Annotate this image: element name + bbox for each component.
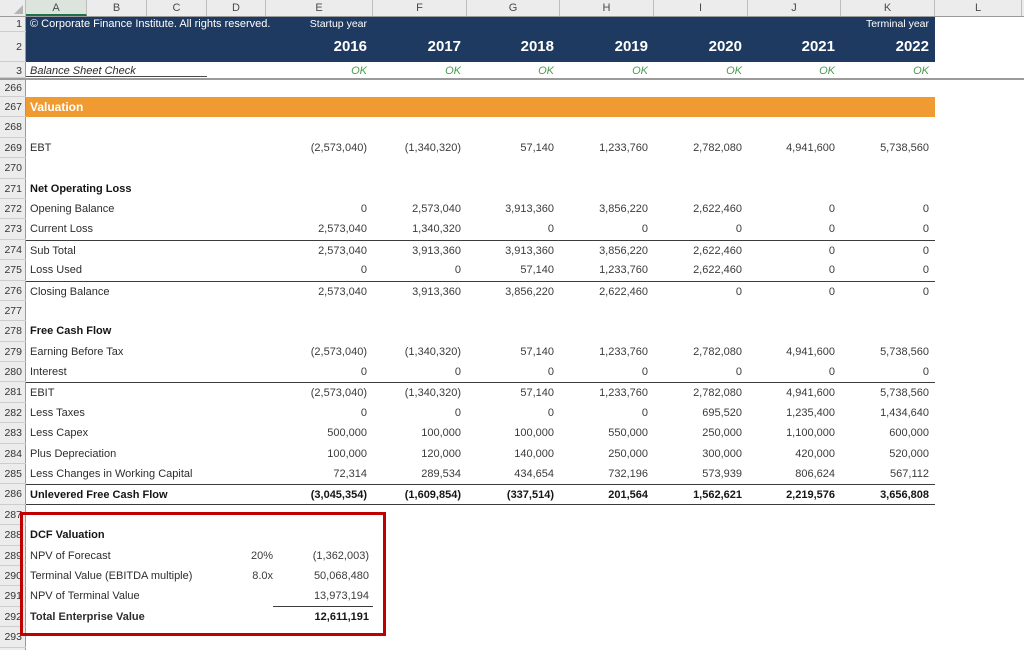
row-number[interactable]: 281 xyxy=(0,382,26,402)
value-cell[interactable]: 0 xyxy=(641,366,648,379)
value-cell[interactable]: (1,340,320) xyxy=(404,141,461,154)
row-label[interactable]: Less Taxes xyxy=(30,406,85,419)
row-label[interactable]: Sub Total xyxy=(26,240,266,260)
value-cell[interactable]: 732,196 xyxy=(608,468,648,481)
row-number[interactable]: 266 xyxy=(0,80,26,97)
sheet-row xyxy=(0,362,1024,382)
value-cell[interactable]: 520,000 xyxy=(889,447,929,460)
value-cell[interactable]: 4,941,600 xyxy=(786,345,835,358)
value-cell[interactable]: 0 xyxy=(547,406,554,419)
value-cell[interactable]: 806,624 xyxy=(795,468,835,481)
value-cell[interactable]: 5,738,560 xyxy=(880,345,929,358)
value-cell[interactable]: 0 xyxy=(360,406,367,419)
row-label[interactable]: Closing Balance xyxy=(26,281,266,301)
row-label[interactable]: NPV of Terminal Value xyxy=(30,590,140,603)
value-cell[interactable]: 1,340,320 xyxy=(412,223,461,236)
title-band xyxy=(26,17,935,32)
row-number[interactable]: 270 xyxy=(0,158,26,178)
row-values xyxy=(266,281,935,301)
terminal-year-label[interactable]: Terminal year xyxy=(865,18,929,30)
value-cell[interactable]: (2,573,040) xyxy=(310,141,367,154)
row-number[interactable]: 286 xyxy=(0,484,26,504)
section-label[interactable]: Free Cash Flow xyxy=(30,325,112,338)
value-cell[interactable]: 1,233,760 xyxy=(599,141,648,154)
value-cell[interactable]: 57,140 xyxy=(520,345,554,358)
row-number[interactable]: 273 xyxy=(0,219,26,239)
value-cell[interactable]: 0 xyxy=(922,244,929,257)
value-cell[interactable]: 1,100,000 xyxy=(786,427,835,440)
value-cell[interactable]: 2,782,080 xyxy=(693,345,742,358)
value-cell[interactable]: 300,000 xyxy=(702,447,742,460)
value-cell[interactable]: (3,045,354) xyxy=(310,489,367,502)
empty-cell[interactable] xyxy=(935,62,1022,78)
value-cell[interactable]: 0 xyxy=(735,223,742,236)
section-label[interactable]: Net Operating Loss xyxy=(30,182,132,195)
sheet-row xyxy=(0,32,1024,62)
column-headers xyxy=(26,0,1022,16)
row-values xyxy=(266,382,935,402)
value-cell[interactable]: 3,856,220 xyxy=(505,285,554,298)
value-cell[interactable]: 5,738,560 xyxy=(880,387,929,400)
value-cell[interactable]: 0 xyxy=(360,366,367,379)
column-header[interactable]: J xyxy=(748,0,841,16)
value-cell[interactable]: 420,000 xyxy=(795,447,835,460)
column-header[interactable]: C xyxy=(147,0,207,16)
column-header[interactable]: I xyxy=(654,0,748,16)
row-values xyxy=(266,444,935,464)
value-cell[interactable]: 2,782,080 xyxy=(693,387,742,400)
row-number[interactable]: 284 xyxy=(0,444,26,464)
row-values xyxy=(266,219,935,239)
value-cell[interactable]: 4,941,600 xyxy=(786,141,835,154)
sheet-row xyxy=(0,62,1024,80)
value-cell[interactable]: 2,573,040 xyxy=(318,244,367,257)
value-cell[interactable]: 72,314 xyxy=(333,468,367,481)
value-cell[interactable]: 2,622,460 xyxy=(693,202,742,215)
balance-check-label[interactable]: Balance Sheet Check xyxy=(26,62,266,78)
row-values xyxy=(266,138,935,158)
value-cell[interactable]: 50,068,480 xyxy=(313,569,369,582)
row-label[interactable]: EBIT xyxy=(26,382,266,402)
year-header[interactable]: 2018 xyxy=(520,38,554,55)
row-label[interactable]: Opening Balance xyxy=(30,202,115,215)
value-cell[interactable]: 3,913,360 xyxy=(412,244,461,257)
value-cell[interactable]: (2,573,040) xyxy=(310,387,367,400)
value-cell[interactable]: 434,654 xyxy=(514,468,554,481)
value-cell[interactable]: 1,233,760 xyxy=(599,264,648,277)
value-cell[interactable]: 500,000 xyxy=(327,427,367,440)
value-cell[interactable]: 4,941,600 xyxy=(786,387,835,400)
value-cell[interactable]: 57,140 xyxy=(520,387,554,400)
row-number[interactable]: 279 xyxy=(0,342,26,362)
row-number[interactable]: 268 xyxy=(0,117,26,137)
check-status[interactable]: OK xyxy=(913,65,929,77)
value-cell[interactable]: 2,219,576 xyxy=(786,489,835,502)
value-cell[interactable]: 3,913,360 xyxy=(505,202,554,215)
row-number[interactable]: 276 xyxy=(0,281,26,301)
sheet-row xyxy=(0,403,1024,423)
check-status[interactable]: OK xyxy=(538,65,554,77)
value-cell[interactable]: (1,362,003) xyxy=(312,549,369,562)
year-header[interactable]: 2022 xyxy=(895,38,929,55)
value-cell[interactable]: 600,000 xyxy=(889,427,929,440)
value-cell[interactable]: 0 xyxy=(828,285,835,298)
row-number[interactable]: 291 xyxy=(0,586,26,606)
spacer xyxy=(26,32,266,62)
value-cell[interactable]: (337,514) xyxy=(506,489,554,502)
value-cell[interactable]: 201,564 xyxy=(608,489,648,502)
row-number[interactable]: 3 xyxy=(0,62,26,78)
total-row-label[interactable]: Unlevered Free Cash Flow xyxy=(26,484,266,504)
sheet-row xyxy=(0,444,1024,464)
section-label[interactable]: DCF Valuation xyxy=(30,529,105,542)
column-header[interactable]: H xyxy=(560,0,654,16)
value-cell[interactable]: 0 xyxy=(454,264,461,277)
row-number[interactable]: 289 xyxy=(0,546,26,566)
value-cell[interactable]: 100,000 xyxy=(421,427,461,440)
row-label[interactable]: EBT xyxy=(30,141,52,154)
copyright-text[interactable]: © Corporate Finance Institute. All rights reserved. xyxy=(30,18,271,30)
value-cell[interactable]: 0 xyxy=(547,366,554,379)
value-cell[interactable]: 573,939 xyxy=(702,468,742,481)
value-cell[interactable]: 250,000 xyxy=(702,427,742,440)
value-cell[interactable]: 2,782,080 xyxy=(693,141,742,154)
sheet-row xyxy=(0,17,1024,32)
value-cell[interactable]: 550,000 xyxy=(608,427,648,440)
column-header[interactable]: G xyxy=(467,0,560,16)
sheet-row xyxy=(0,423,1024,443)
value-cell[interactable]: 0 xyxy=(922,366,929,379)
value-cell[interactable]: 2,622,460 xyxy=(693,264,742,277)
sheet-row xyxy=(0,281,1024,301)
row-label[interactable]: Less Changes in Working Capital xyxy=(30,468,193,481)
value-cell[interactable]: (2,573,040) xyxy=(310,345,367,358)
sheet-row xyxy=(0,179,1024,199)
value-cell[interactable]: 0 xyxy=(360,202,367,215)
year-header[interactable]: 2019 xyxy=(614,38,648,55)
row-label[interactable]: Less Capex xyxy=(30,427,89,440)
row-values xyxy=(266,423,935,443)
row-label[interactable]: Plus Depreciation xyxy=(30,447,117,460)
row-values xyxy=(266,199,935,219)
row-number[interactable]: 267 xyxy=(0,97,26,117)
select-all-triangle-icon xyxy=(14,5,23,14)
value-cell[interactable]: 0 xyxy=(641,406,648,419)
row-values xyxy=(266,464,935,484)
column-header[interactable]: A xyxy=(26,0,87,16)
value-cell[interactable]: 1,235,400 xyxy=(786,406,835,419)
value-cell[interactable]: 0 xyxy=(828,202,835,215)
row-number[interactable]: 282 xyxy=(0,403,26,423)
value-cell[interactable]: 57,140 xyxy=(520,264,554,277)
row-number[interactable]: 274 xyxy=(0,240,26,260)
value-cell[interactable]: 0 xyxy=(922,202,929,215)
value-cell[interactable]: 0 xyxy=(922,285,929,298)
row-number[interactable]: 285 xyxy=(0,464,26,484)
check-status[interactable]: OK xyxy=(445,65,461,77)
column-header[interactable]: B xyxy=(87,0,147,16)
row-values xyxy=(266,240,935,260)
value-cell[interactable]: 3,856,220 xyxy=(599,244,648,257)
value-cell[interactable]: 0 xyxy=(454,366,461,379)
sheet-row xyxy=(0,80,1024,97)
multiple-cell[interactable]: 8.0x xyxy=(252,569,273,582)
row-number[interactable]: 288 xyxy=(0,525,26,545)
dcf-highlight-box xyxy=(20,512,386,636)
year-header[interactable]: 2021 xyxy=(801,38,835,55)
row-number[interactable]: 280 xyxy=(0,362,26,382)
startup-year-label[interactable]: Startup year xyxy=(309,18,367,30)
value-cell[interactable]: 2,573,040 xyxy=(318,223,367,236)
value-cell[interactable]: 0 xyxy=(547,223,554,236)
value-cell[interactable]: 13,973,194 xyxy=(273,586,373,606)
value-cell[interactable]: 0 xyxy=(922,264,929,277)
value-cell[interactable]: 0 xyxy=(735,285,742,298)
value-cell[interactable]: 0 xyxy=(641,223,648,236)
check-status[interactable]: OK xyxy=(632,65,648,77)
value-cell[interactable]: 3,656,808 xyxy=(880,489,929,502)
sheet-row xyxy=(0,321,1024,341)
select-all-corner[interactable] xyxy=(0,0,26,16)
row-number[interactable]: 278 xyxy=(0,321,26,341)
column-header-row xyxy=(0,0,1024,17)
sheet-row xyxy=(0,484,1024,504)
value-cell[interactable]: 2,573,040 xyxy=(412,202,461,215)
value-cell[interactable]: 120,000 xyxy=(421,447,461,460)
column-header[interactable]: E xyxy=(266,0,373,16)
year-header[interactable]: 2020 xyxy=(708,38,742,55)
row-number[interactable]: 2 xyxy=(0,32,26,62)
year-header[interactable]: 2017 xyxy=(427,38,461,55)
sheet-row xyxy=(0,382,1024,402)
value-cell[interactable]: 1,434,640 xyxy=(880,406,929,419)
check-status[interactable]: OK xyxy=(726,65,742,77)
row-label[interactable]: Interest xyxy=(30,366,67,379)
years-band xyxy=(26,32,935,62)
value-cell[interactable]: 57,140 xyxy=(520,141,554,154)
value-cell[interactable]: 3,913,360 xyxy=(505,244,554,257)
year-headers xyxy=(266,32,935,62)
value-cell[interactable]: 2,622,460 xyxy=(693,244,742,257)
value-cell[interactable]: 100,000 xyxy=(514,427,554,440)
sheet-row xyxy=(0,158,1024,178)
check-status[interactable]: OK xyxy=(351,65,367,77)
total-value-cell[interactable]: 12,611,191 xyxy=(314,610,369,623)
row-number[interactable]: 1 xyxy=(0,17,26,32)
sheet-row xyxy=(0,464,1024,484)
value-cell[interactable]: 0 xyxy=(828,223,835,236)
value-cell[interactable]: 0 xyxy=(828,244,835,257)
row-values xyxy=(266,403,935,423)
year-header[interactable]: 2016 xyxy=(333,38,367,55)
row-number[interactable]: 287 xyxy=(0,505,26,525)
column-header[interactable]: K xyxy=(841,0,935,16)
value-cell[interactable]: (1,340,320) xyxy=(404,387,461,400)
value-cell[interactable]: 5,738,560 xyxy=(880,141,929,154)
sheet-row xyxy=(0,301,1024,321)
row-number[interactable]: 269 xyxy=(0,138,26,158)
row-label[interactable]: Earning Before Tax xyxy=(30,345,124,358)
value-cell[interactable]: 1,562,621 xyxy=(693,489,742,502)
sheet-row xyxy=(0,117,1024,137)
column-header[interactable]: F xyxy=(373,0,467,16)
row-number[interactable]: 275 xyxy=(0,260,26,280)
value-cell[interactable]: (1,609,854) xyxy=(404,489,461,502)
value-cell[interactable]: 250,000 xyxy=(608,447,648,460)
row-number[interactable]: 283 xyxy=(0,423,26,443)
row-number[interactable]: 292 xyxy=(0,607,26,627)
discount-rate-cell[interactable]: 20% xyxy=(250,549,273,562)
value-cell[interactable]: 0 xyxy=(828,366,835,379)
value-cell[interactable]: 289,534 xyxy=(421,468,461,481)
sheet-row xyxy=(0,219,1024,239)
value-cell[interactable]: 2,573,040 xyxy=(318,285,367,298)
value-cell[interactable]: 1,233,760 xyxy=(599,387,648,400)
row-values xyxy=(266,260,935,280)
total-row-values xyxy=(266,484,935,504)
row-number[interactable]: 277 xyxy=(0,301,26,321)
sheet-row xyxy=(0,97,1024,117)
column-header[interactable]: L xyxy=(935,0,1022,16)
row-values xyxy=(266,362,935,382)
column-header[interactable]: D xyxy=(207,0,266,16)
value-cell[interactable]: 0 xyxy=(454,406,461,419)
sheet-row xyxy=(0,240,1024,260)
row-number[interactable]: 271 xyxy=(0,179,26,199)
balance-check-values xyxy=(266,62,935,78)
row-values xyxy=(266,342,935,362)
row-label[interactable]: Current Loss xyxy=(30,223,93,236)
check-status[interactable]: OK xyxy=(819,65,835,77)
value-cell[interactable]: 0 xyxy=(828,264,835,277)
value-cell[interactable]: 0 xyxy=(360,264,367,277)
value-cell[interactable]: 2,622,460 xyxy=(599,285,648,298)
row-label[interactable]: Terminal Value (EBITDA multiple) xyxy=(30,569,193,582)
value-cell[interactable]: 567,112 xyxy=(890,468,929,481)
value-cell[interactable]: 0 xyxy=(735,366,742,379)
value-cell[interactable]: (1,340,320) xyxy=(404,345,461,358)
value-cell[interactable]: 3,856,220 xyxy=(599,202,648,215)
value-cell[interactable]: 140,000 xyxy=(514,447,554,460)
row-number[interactable]: 293 xyxy=(0,627,26,647)
sheet-row xyxy=(0,138,1024,158)
value-cell[interactable]: 1,233,760 xyxy=(599,345,648,358)
row-number[interactable]: 272 xyxy=(0,199,26,219)
row-label[interactable]: NPV of Forecast xyxy=(30,549,111,562)
value-cell[interactable]: 695,520 xyxy=(702,406,742,419)
total-row-label[interactable]: Total Enterprise Value xyxy=(30,610,145,623)
row-number[interactable]: 290 xyxy=(0,566,26,586)
row-label[interactable]: Loss Used xyxy=(30,264,82,277)
sheet-row xyxy=(0,199,1024,219)
value-cell[interactable]: 0 xyxy=(922,223,929,236)
sheet-row xyxy=(0,342,1024,362)
section-header-valuation[interactable]: Valuation xyxy=(26,97,935,117)
sheet-row xyxy=(0,260,1024,280)
value-cell[interactable]: 3,913,360 xyxy=(412,285,461,298)
value-cell[interactable]: 100,000 xyxy=(327,447,367,460)
